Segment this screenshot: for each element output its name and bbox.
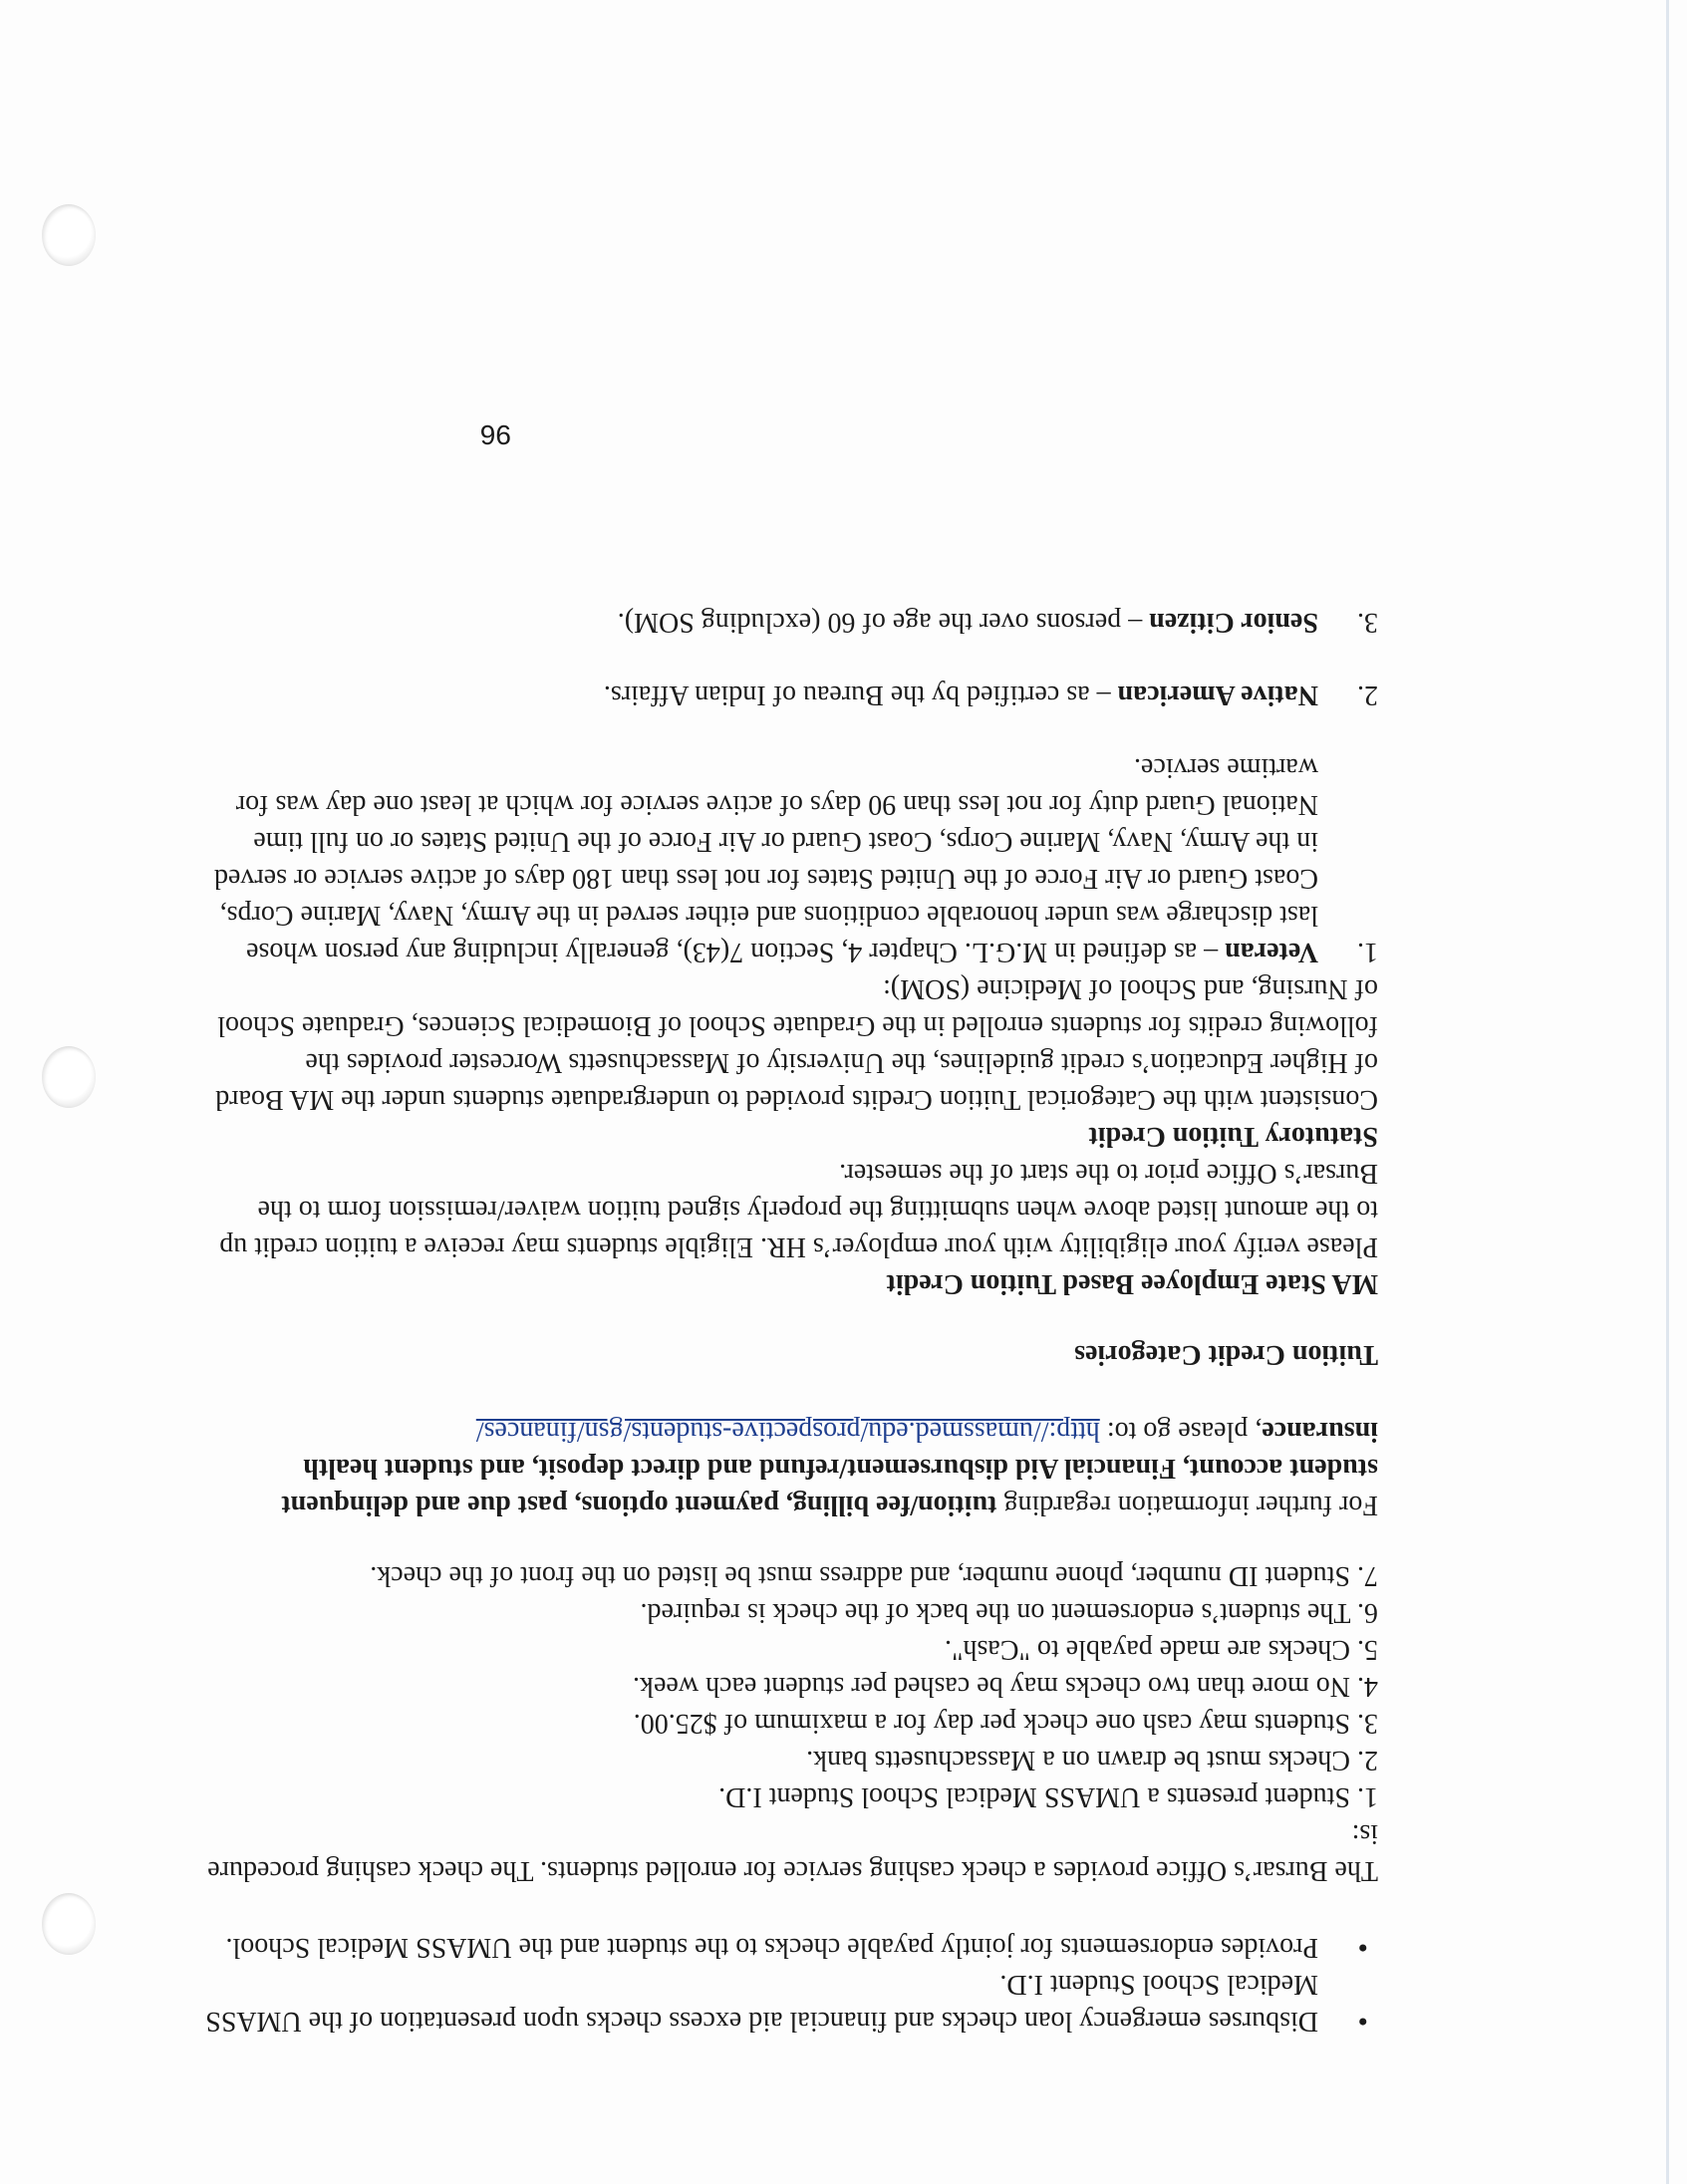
ma-state-heading: MA State Employee Based Tuition Credit <box>886 1268 1378 1299</box>
further-info-topics: tuition/fee billing, payment options, past due and delinquent student account, Financial Aid disbursement/refund and direct deposit, and student health insurance <box>281 1416 1378 1520</box>
category-term: Senior Citizen <box>1149 607 1318 638</box>
check-cashing-steps <box>202 1557 1378 1815</box>
tuition-credit-categories-title: Tuition Credit Categories <box>1074 1339 1378 1370</box>
list-item: 5. Checks are made payable to "Cash". <box>945 1634 1378 1665</box>
list-item: • Provides endorsements for jointly payable checks to the student and the UMASS Medical School. <box>202 1929 1318 1966</box>
statutory-text: Consistent with the Categorical Tuition Credits provided to undergraduate students under the MA Board of Higher Education’s credit guidelines, the University of Massachusetts Worcester provides the following credits for students enrolled in the Graduate School of Biomedical Sciences, Graduate School of Nursing, and School of Medicine (SOM): <box>215 973 1378 1115</box>
list-item: • Disburses emergency loan checks and financial aid excess checks upon presentation of the UMASS Medical School Student I.D. <box>202 1966 1318 2040</box>
list-item: 2. Native American – as certified by the Bureau of Indian Affairs. <box>603 680 1378 710</box>
category-term: Native American <box>1117 680 1318 710</box>
list-item: 3. Senior Citizen – persons over the age of 60 (excluding SOM). <box>617 607 1378 638</box>
page-number: 96 <box>479 419 511 450</box>
finances-link[interactable]: http://umassmed.edu/prospective-students/gsn/finances/ <box>475 1416 1100 1447</box>
list-item: 4. No more than two checks may be cashed per student each week. <box>633 1671 1378 1702</box>
list-item: 2. Checks must be drawn on a Massachusetts bank. <box>806 1745 1378 1775</box>
list-item: 1. Student presents a UMASS Medical School Student I.D. <box>718 1781 1378 1812</box>
ma-state-text: Please verify your eligibility with your employer’s HR. Eligible students may receive a tuition credit up to the amount listed above when submitting the properly signed tuition waiver/remission form to the Bursar’s Office prior to the start of the semester. <box>219 1158 1378 1262</box>
list-item: 1. Veteran – as defined in M.G.L. Chapter 4, Section 7(43), generally including any person whose last discharge was under honorable conditions and either served in the Army, Navy, Marine Corps, Coast Guard or Air Force of the United States for not less than 180 days of active service or served in the Army, Navy, Marine Corps, Coast Guard or Air Force of the United States or on full time National Guard duty for not less than 90 days of active service for which at least one day was for wartime service. <box>213 752 1378 967</box>
category-term: Veteran <box>1225 937 1318 967</box>
list-item: 6. The student’s endorsement on the back of the check is required. <box>640 1597 1378 1628</box>
further-info-paragraph: For further information regarding tuition/fee billing, payment options, past due and delinquent student account, Financial Aid disbursement/refund and direct deposit, and student health insurance, please go to: http://umassmed.edu/prospective-students/gsn/finances/ <box>281 1416 1378 1520</box>
list-item: 7. Student ID number, phone number, and address must be listed on the front of the check. <box>370 1560 1378 1591</box>
list-item: 3. Students may cash one check per day for a maximum of $25.00. <box>633 1708 1378 1739</box>
bursar-services-list <box>202 1929 1378 2040</box>
statutory-heading: Statutory Tuition Credit <box>1088 1121 1378 1152</box>
check-cashing-intro: The Bursar’s Office provides a check cashing service for enrolled students. The check cashing procedure is: <box>207 1818 1378 1886</box>
document-body <box>202 568 1378 2040</box>
credit-categories-list <box>202 604 1378 970</box>
